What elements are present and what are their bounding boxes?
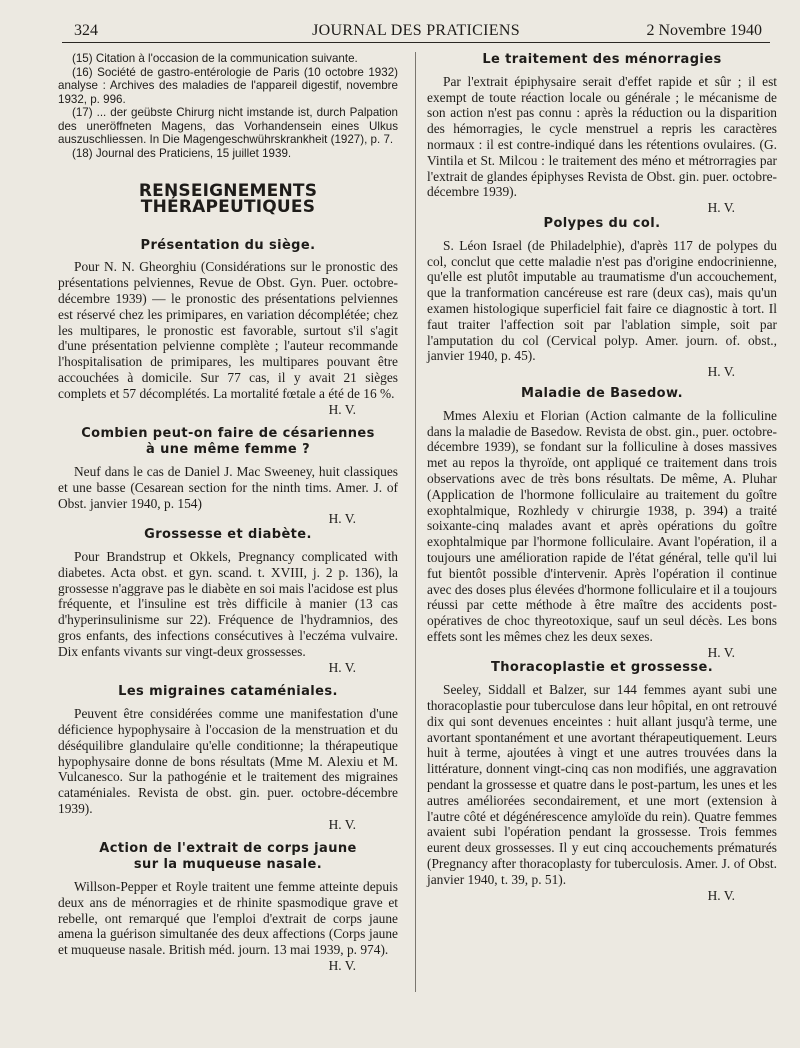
journal-title: JOURNAL DES PRATICIENS (312, 22, 520, 39)
signature: H. V. (328, 958, 356, 974)
article-body-presentation: Pour N. N. Gheorghiu (Considérations sur le pronostic des présentations pelviennes, Revue de Obst. Gyn. Puer. octobre-décembre 1939) — le pronostic des présentations pelviennes est réservé chez les primipares, en variation décomplétée; chez les multipares, le pronostic est favorable, surtout s'il s'agit d'une présentation pelvienne complète ; l'auteur recommande l'hospitalisation de primipares, les multipares pouvant être accouchées à domicile. Sur 77 cas, il y avait 21 sièges complets et 57 décomplétés. La mortalité fœtale a été de 16 %. (58, 259, 398, 401)
title-line: à une même femme ? (145, 442, 311, 458)
article-title-grossesse-diabete: Grossesse et diabète. (144, 527, 312, 543)
article-body-menorragies: Par l'extrait épiphysaire serait d'effet rapide et sûr ; il est exempt de toute réaction locale ou générale ; le mécanisme de son action n'est pas connu : après la réduction ou la disparition des hémorragies, le cycle menstruel a repris les caractères normaux : il est contre-indiqué dans les rétentions ovulaires. (G. Vintila et St. Milcou : le traitement des méno et métrorragies par l'extrait de glandes épiphyses Revista de Obst. gin. puer. octobre-décembre 1939). (427, 73, 777, 200)
article-body-thoracoplastie: Seeley, Siddall et Balzer, sur 144 femmes ayant subi une thoracoplastie pour tuberculose dans leur hôpital, en ont retrouvé dix qui sont devenues enceintes : huit allant jusqu'à terme, une avortant spontanément et une avortant thérapeutiquement. Leurs huit à terme, ajoutées à vingt et une autres trouvées dans la littérature, donnent vingt-cinq cas non modifiés, une aggravation pendant la grossesse et quatre dans le post-partum, les unes et les autres améliorées secondairement, et une mort (extension à l'autre côté et dégénérescence amyloïde du rein). Quatre femmes avaient subi l'opération pendant la grossesse. Trois femmes eurent deux grossesses. Il y eut cinq accouchements prématurés (Pregnancy after thoracoplasty for tuberculosis. Amer. J. of Obst. janvier 1940, t. 39, p. 51). (427, 682, 777, 887)
article-title-presentation: Présentation du siège. (140, 237, 316, 253)
article-title-cesariennes (58, 426, 398, 458)
right-column (427, 52, 777, 903)
title-line: Action de l'extrait de corps jaune (99, 841, 357, 857)
issue-date: 2 Novembre 1940 (646, 22, 762, 39)
footnote-16: (16) Société de gastro-entérologie de Paris (10 octobre 1932) analyse : Archives des maladies de l'appareil digestif, novembre 1932, p. 996. (58, 65, 398, 106)
article-body-polypes: S. Léon Israel (de Philadelphie), d'après 117 de polypes du col, conclut que cette maladie n'est pas d'origine endocrinienne, qu'elle est plutôt imputable au traumatisme d'un accouchement, que la tranformation cancéreuse est rare (deux cas), mais qu'un examen histologique superficiel fait faire ce diagnostic à tort. Il faut traiter l'affection soit par l'ablation simple, soit par l'amputation du col (Cervical polyp. Amer. journ. of. obst., janvier 1940, p. 45). (427, 237, 777, 364)
article-title-corps-jaune (58, 841, 398, 873)
article-body-grossesse-diabete: Pour Brandstrup et Okkels, Pregnancy complicated with diabetes. Acta obst. et gyn. scand. t. XVIII, j. 2 p. 136), la grossesse n'aggrave pas le diabète en soi mais l'acidose est plus fréquente, et l'insuline est très difficile à manier (13 cas d'hyperinsulinisme sur 22). Fréquence de l'hydramnios, des gros enfants, des infections consécutives à l'eczéma vulvaire. Dix enfants vivants sur vingt-deux grossesses. (58, 548, 398, 659)
signature: H. V. (328, 816, 356, 832)
article-title-polypes: Polypes du col. (543, 215, 661, 231)
title-line: sur la muqueuse nasale. (133, 857, 323, 873)
article-title-basedow: Maladie de Basedow. (521, 385, 683, 401)
signature: H. V. (328, 401, 356, 417)
left-column (58, 52, 398, 974)
signature: H. V. (707, 887, 735, 903)
page-number: 324 (74, 22, 98, 39)
footnote-15: (15) Citation à l'occasion de la communication suivante. (72, 52, 358, 65)
column-divider (415, 52, 416, 992)
signature: H. V. (328, 511, 356, 527)
article-body-cesariennes: Neuf dans le cas de Daniel J. Mac Sweeney, huit classiques et une basse (Cesarean section for the ninth tims. Amer. J. of Obst. janvier 1940, p. 154) (58, 463, 398, 511)
signature: H. V. (707, 200, 735, 216)
signature: H. V. (707, 364, 735, 380)
title-line: Combien peut-on faire de césariennes (81, 426, 375, 442)
header-rule (62, 42, 770, 43)
footnote-17: (17) ... der geübste Chirurg nicht imstande ist, durch Palpation des uneröffneten Magens, das Vorhandensein eines Ulkus auszuschliessen. In Die Magengeschwührskrankheit (1927), p. 7. (58, 106, 398, 146)
article-title-migraines: Les migraines cataméniales. (118, 684, 338, 700)
article-body-corps-jaune: Willson-Pepper et Royle traitent une femme atteinte depuis deux ans de ménorragies et de rhinite spasmodique grave et rebelle, ont remarqué que l'emploi d'extrait de corps jaune amena la guérison simultanée des deux affections (Corps jaune et muqueuse nasale. British méd. journ. 13 mai 1939, p. 974). (58, 879, 398, 958)
article-body-migraines: Peuvent être considérées comme une manifestation d'une déficience hypophysaire à l'occasion de la menstruation et du déséquilibre glandulaire qu'elle conditionne; la thérapeutique hypophysaire donne de bons résultats (Mme M. Alexiu et M. Vulcanesco. Sur la pathogénie et le traitement des migraines cataméniales. Revista de obst. gin. puer. octobre-décembre 1939). (58, 706, 398, 816)
signature: H. V. (707, 644, 735, 660)
footnote-18: (18) Journal des Praticiens, 15 juillet 1939. (72, 146, 292, 160)
footnotes (58, 52, 398, 160)
article-body-basedow: Mmes Alexiu et Florian (Action calmante de la folliculine dans la maladie de Basedow. Revista de obst. gin., puer. octobre-décembre 1939), se fondant sur la folliculine à doses massives met au repos la thyroïde, ont appliqué ce traitement dans trois observations avec de très bons résultats. De même, A. Pluhar (Application de l'hormone folliculaire au traitement du goître exophtalmique, Rozhledy v chirurgie 1938, p. 394) a traité soixante-cinq malades avant et après opérations du goître exophtalmique par l'hormone folliculaire. Avant l'opération, il a toujours une amélioration rapide de l'état général, telle qu'il lui fut bientôt possible d'intervenir. Après l'opération il continue avec des doses plus élevées d'hormone folliculaire et il a toujours réussi par cette méthode à être maître des accidents post-opératives de choc thyreotoxique, sauf un seul décès. Les bons effets sont les mêmes chez les deux sexes. (427, 407, 777, 644)
article-title-menorragies: Le traitement des ménorragies (482, 52, 722, 67)
section-title: RENSEIGNEMENTS THÉRAPEUTIQUES (138, 181, 318, 217)
signature: H. V. (328, 659, 356, 675)
page-header (62, 22, 770, 42)
article-title-thoracoplastie: Thoracoplastie et grossesse. (490, 660, 714, 676)
